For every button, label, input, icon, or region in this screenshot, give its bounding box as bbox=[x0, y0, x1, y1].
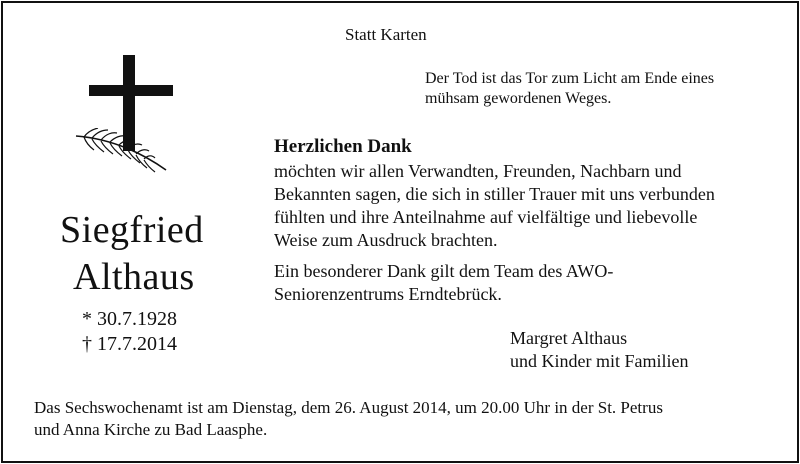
deceased-last-name: Althaus bbox=[73, 256, 195, 298]
statt-karten: Statt Karten bbox=[345, 25, 427, 44]
thanks-body-line: fühlten und ihre Anteilnahme auf vielfältige und liebevolle bbox=[274, 207, 698, 227]
special-thanks-line: Seniorenzentrums Erndtebrück. bbox=[274, 284, 502, 304]
quote-line: mühsam gewordenen Weges. bbox=[425, 90, 612, 107]
footer-line: Das Sechswochenamt ist am Dienstag, dem 26. August 2014, um 20.00 Uhr in der St. Petrus bbox=[34, 398, 663, 417]
quote bbox=[425, 69, 714, 109]
thanks-body-line: Bekannten sagen, die sich in stiller Trauer mit uns verbunden bbox=[274, 184, 715, 204]
thanks-body bbox=[274, 160, 715, 252]
thanks-body-line: Weise zum Ausdruck brachten. bbox=[274, 230, 498, 250]
quote-line: Der Tod ist das Tor zum Licht am Ende eines bbox=[425, 70, 715, 87]
footer-notice bbox=[34, 397, 663, 441]
special-thanks bbox=[274, 260, 613, 306]
deceased-first-name: Siegfried bbox=[60, 209, 204, 251]
palm-branch-icon bbox=[72, 128, 172, 178]
thanks-body-line: möchten wir allen Verwandten, Freunden, Nachbarn und bbox=[274, 161, 682, 181]
signature-line: Margret Althaus bbox=[510, 328, 628, 348]
footer-line: und Anna Kirche zu Bad Laasphe. bbox=[34, 420, 268, 439]
birth-date: * 30.7.1928 bbox=[82, 308, 177, 330]
signature-line: und Kinder mit Familien bbox=[510, 351, 689, 371]
thanks-heading: Herzlichen Dank bbox=[274, 136, 412, 157]
special-thanks-line: Ein besonderer Dank gilt dem Team des AWO- bbox=[274, 261, 614, 281]
death-date: † 17.7.2014 bbox=[82, 333, 177, 355]
signature bbox=[510, 327, 688, 373]
